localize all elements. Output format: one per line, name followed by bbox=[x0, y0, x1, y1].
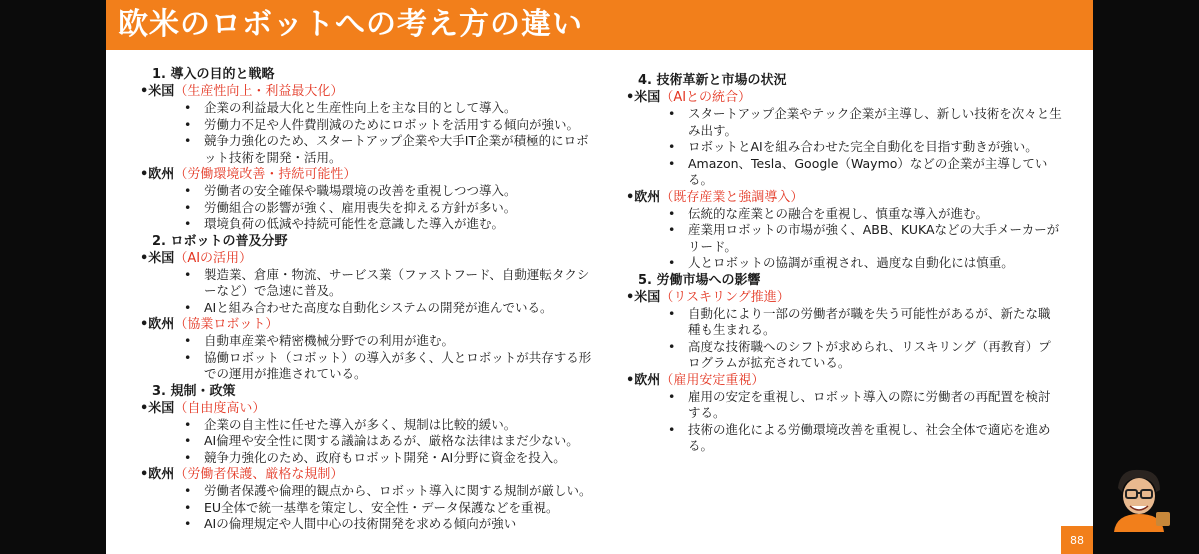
bullet-item: • 環境負荷の低減や持続可能性を意識した導入が進む。 bbox=[140, 216, 596, 233]
page-number: 88 bbox=[1061, 526, 1093, 554]
bullet-item: • 伝統的な産業との融合を重視し、慎重な導入が進む。 bbox=[626, 206, 1066, 223]
bullet-item: • Amazon、Tesla、Google（Waymo）などの企業が主導している。 bbox=[626, 156, 1066, 189]
bullet-item: • 産業用ロボットの市場が強く、ABB、KUKAなどの大手メーカーがリード。 bbox=[626, 222, 1066, 255]
region-label bbox=[140, 316, 596, 333]
section-heading: 2. ロボットの普及分野 bbox=[152, 233, 288, 249]
bullet-list bbox=[140, 483, 596, 533]
region-label bbox=[140, 400, 596, 417]
region-name: •米国 bbox=[140, 400, 175, 416]
region-label bbox=[626, 189, 1066, 206]
bullet-item: • 企業の利益最大化と生産性向上を主な目的として導入。 bbox=[140, 100, 596, 117]
region-tag: （協業ロボット） bbox=[174, 317, 279, 332]
region-name: •米国 bbox=[140, 84, 175, 99]
slide-title: 欧米のロボットへの考え方の違い bbox=[118, 7, 583, 42]
region-label bbox=[140, 83, 596, 100]
region-name: •米国 bbox=[140, 250, 175, 266]
region-label bbox=[140, 466, 596, 483]
region-tag: （リスキリング推進） bbox=[660, 289, 790, 305]
region-label bbox=[626, 289, 1066, 306]
bullet-list bbox=[626, 389, 1066, 455]
bullet-item: • 労働組合の影響が強く、雇用喪失を抑える方針が多い。 bbox=[140, 200, 596, 217]
bullet-item: • 協働ロボット（コボット）の導入が多く、人とロボットが共存する形での運用が推進されている。 bbox=[140, 350, 596, 383]
bullet-list bbox=[140, 267, 596, 317]
bullet-item: • 技術の進化による労働環境改善を重視し、社会全体で適応を進める。 bbox=[626, 422, 1066, 455]
region-name: •米国 bbox=[626, 289, 661, 305]
region-label bbox=[140, 250, 596, 267]
bullet-item: • 企業の自主性に任せた導入が多く、規制は比較的緩い。 bbox=[140, 417, 596, 434]
region-name: •米国 bbox=[626, 90, 661, 105]
bullet-item: • 競争力強化のため、政府もロボット開発・AI分野に資金を投入。 bbox=[140, 450, 596, 467]
bullet-list bbox=[140, 183, 596, 233]
region-name: •欧州 bbox=[140, 167, 175, 182]
title-bar bbox=[106, 0, 1093, 50]
bullet-item: • 労働者の安全確保や職場環境の改善を重視しつつ導入。 bbox=[140, 183, 596, 200]
bullet-item: • 自動車産業や精密機械分野での利用が進む。 bbox=[140, 333, 596, 350]
bullet-item: • 労働力不足や人件費削減のためにロボットを活用する傾向が強い。 bbox=[140, 117, 596, 134]
region-label bbox=[626, 89, 1066, 106]
region-tag: （労働環境改善・持続可能性） bbox=[174, 167, 357, 182]
bullet-item: • EU全体で統一基準を策定し、安全性・データ保護などを重視。 bbox=[140, 500, 596, 517]
region-name: •欧州 bbox=[626, 372, 661, 388]
bullet-item: • 雇用の安定を重視し、ロボット導入の際に労働者の再配置を検討する。 bbox=[626, 389, 1066, 422]
bullet-item: • 高度な技術職へのシフトが求められ、リスキリング（再教育）プログラムが拡充されている。 bbox=[626, 339, 1066, 372]
region-tag: （自由度高い） bbox=[174, 400, 266, 416]
bullet-list bbox=[140, 333, 596, 383]
slide bbox=[106, 0, 1093, 554]
bullet-item: • ロボットとAIを組み合わせた完全自動化を目指す動きが強い。 bbox=[626, 139, 1066, 156]
presenter-avatar-icon bbox=[1104, 462, 1174, 532]
bullet-item: • 競争力強化のため、スタートアップ企業や大手IT企業が積極的にロボット技術を開発・活用。 bbox=[140, 133, 596, 166]
region-tag: （AIの活用） bbox=[174, 250, 253, 266]
region-label bbox=[140, 166, 596, 183]
region-label bbox=[626, 372, 1066, 389]
section-heading: 3. 規制・政策 bbox=[152, 383, 236, 399]
section-heading: 4. 技術革新と市場の状況 bbox=[638, 73, 787, 88]
bullet-item: • AIと組み合わせた高度な自動化システムの開発が進んでいる。 bbox=[140, 300, 596, 317]
bullet-item: • スタートアップ企業やテック企業が主導し、新しい技術を次々と生み出す。 bbox=[626, 106, 1066, 139]
region-tag: （生産性向上・利益最大化） bbox=[174, 84, 344, 99]
region-tag: （既存産業と強調導入） bbox=[660, 189, 804, 205]
right-column bbox=[626, 72, 1066, 455]
region-name: •欧州 bbox=[140, 467, 175, 482]
region-tag: （雇用安定重視） bbox=[660, 372, 765, 388]
section-heading: 1. 導入の目的と戦略 bbox=[152, 67, 275, 82]
left-column bbox=[140, 66, 596, 533]
bullet-item: • 人とロボットの協調が重視され、過度な自動化には慎重。 bbox=[626, 255, 1066, 272]
bullet-list bbox=[140, 100, 596, 166]
bullet-item: • AI倫理や安全性に関する議論はあるが、厳格な法律はまだ少ない。 bbox=[140, 433, 596, 450]
bullet-list bbox=[626, 106, 1066, 189]
region-tag: （AIとの統合） bbox=[660, 90, 752, 105]
bullet-list bbox=[626, 206, 1066, 272]
section-heading: 5. 労働市場への影響 bbox=[638, 272, 761, 288]
bullet-item: • AIの倫理規定や人間中心の技術開発を求める傾向が強い bbox=[140, 516, 596, 533]
bullet-list bbox=[626, 306, 1066, 372]
bullet-list bbox=[140, 417, 596, 467]
region-tag: （労働者保護、厳格な規制） bbox=[174, 467, 344, 482]
region-name: •欧州 bbox=[140, 317, 175, 332]
region-name: •欧州 bbox=[626, 189, 661, 205]
bullet-item: • 労働者保護や倫理的観点から、ロボット導入に関する規制が厳しい。 bbox=[140, 483, 596, 500]
bullet-item: • 自動化により一部の労働者が職を失う可能性があるが、新たな職種も生まれる。 bbox=[626, 306, 1066, 339]
bullet-item: • 製造業、倉庫・物流、サービス業（ファストフード、自動運転タクシーなど）で急速に普及。 bbox=[140, 267, 596, 300]
